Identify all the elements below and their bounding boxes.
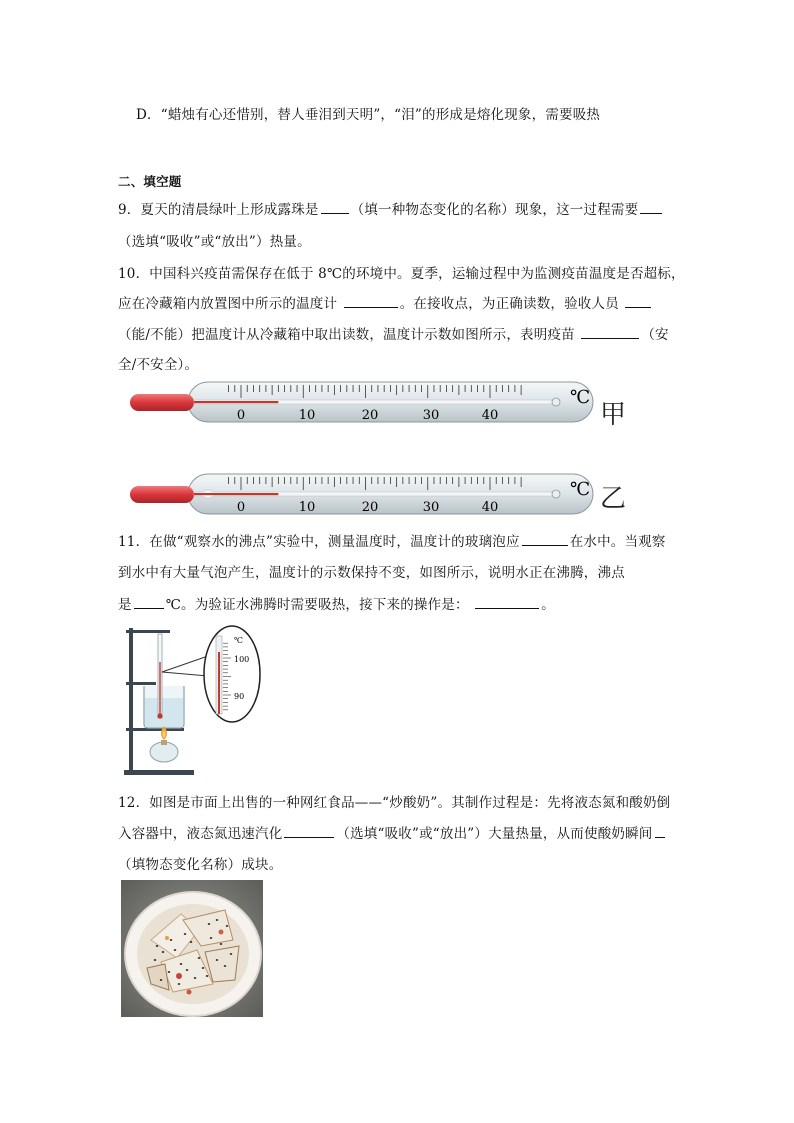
sesame-seed: [190, 941, 193, 943]
sesame-seed: [226, 925, 229, 927]
sesame-seed: [210, 937, 213, 939]
magnified-view: [204, 626, 260, 722]
stand-base: [124, 770, 194, 775]
q9-line-1: 9．夏天的清晨绿叶上形成露珠是 （填一种物态变化的名称）现象，这一过程需要: [118, 198, 664, 218]
q10-blank-3[interactable]: [581, 326, 639, 339]
sesame-seed: [220, 943, 223, 945]
q9-blank-1[interactable]: [321, 201, 349, 214]
sesame-seed: [178, 983, 181, 985]
q11-blank-1[interactable]: [522, 533, 568, 546]
q10-line-1: 10．中国科兴疫苗需保存在低于 8℃的环境中。夏季，运输过程中为监测疫苗温度是否超标，: [118, 266, 685, 282]
tick-label: 0: [236, 500, 246, 515]
tick-label: 40: [481, 408, 499, 423]
q12-blank-2[interactable]: [655, 825, 665, 838]
q12-blank-1[interactable]: [284, 825, 334, 838]
sesame-seed: [186, 969, 189, 971]
thermometer-jia: [128, 380, 598, 426]
fried-yogurt-photo: [121, 880, 263, 1017]
thermometer-yi: [128, 472, 598, 518]
q11-blank-2[interactable]: [134, 596, 164, 609]
tick-label: 0: [236, 408, 246, 423]
sesame-seed: [206, 975, 209, 977]
q10-blank-1[interactable]: [344, 295, 398, 308]
q11-line-1: 11．在做“观察水的沸点”实验中，测量温度时，温度计的玻璃泡应 在水中。当观察: [118, 534, 666, 550]
tick-label: 40: [481, 500, 499, 515]
water: [145, 698, 183, 727]
sesame-seed: [202, 967, 205, 969]
unit-label: ℃: [570, 479, 591, 500]
thermometer-label-yi: 乙: [600, 484, 627, 514]
tick-label: 20: [361, 408, 379, 423]
inset-tick-100: 100: [234, 655, 250, 664]
sesame-seed: [208, 923, 211, 925]
tick-label: 10: [298, 500, 316, 515]
inset-tick-90: 90: [234, 692, 245, 701]
q10-line-4: 全/不安全）。: [118, 357, 199, 373]
q11-line-2: 到水中有大量气泡产生，温度计的示数保持不变，如图所示，说明水正在沸腾，沸点: [118, 565, 625, 581]
sesame-seed: [170, 939, 173, 941]
q9-line-2: （选填“吸收”或“放出”）热量。: [118, 234, 311, 250]
tick-label: 10: [298, 408, 316, 423]
tick-label: 30: [422, 500, 440, 515]
inset-unit: ℃: [234, 636, 243, 645]
tick-label: 30: [422, 408, 440, 423]
liquid-column-jia: [194, 401, 278, 403]
q11-blank-3[interactable]: [475, 596, 539, 609]
sesame-seed: [162, 951, 165, 953]
sesame-seed: [160, 979, 163, 981]
q12-line-1: 12．如图是市面上出售的一种网红食品——“炒酸奶”。其制作过程是：先将液态氮和酸奶倒: [118, 795, 671, 811]
q10-line-2: 应在冷藏箱内放置图中所示的温度计 。在接收点，为正确读数，验收人员: [118, 292, 653, 312]
unit-label: ℃: [570, 387, 591, 408]
sesame-seed: [180, 963, 183, 965]
sesame-seed: [184, 933, 187, 935]
q12-line-2: 入容器中，液态氮迅速汽化 （选填“吸收”或“放出”）大量热量，从而使酸奶瞬间: [118, 822, 667, 842]
thermometer-label-jia: 甲: [600, 400, 627, 430]
sesame-seed: [198, 957, 201, 959]
tick-label: 20: [361, 500, 379, 515]
sesame-seed: [230, 953, 233, 955]
boiling-apparatus-figure: [120, 622, 270, 778]
q10-line-3: （能/不能）把温度计从冷藏箱中取出读数，温度计示数如图所示，表明疫苗 （安: [118, 327, 669, 343]
sesame-seed: [168, 971, 171, 973]
sesame-seed: [194, 977, 197, 979]
q10-blank-2[interactable]: [625, 295, 651, 308]
sesame-seed: [216, 959, 219, 961]
sesame-seed: [224, 965, 227, 967]
q11-line-3: 是 ℃。为验证水沸腾时需要吸热，接下来的操作是： 。: [118, 597, 555, 613]
option-d: D．“蜡烛有心还惜别，替人垂泪到天明”，“泪”的形成是熔化现象，需要吸热: [136, 107, 601, 123]
sesame-seed: [216, 919, 219, 921]
sesame-seed: [174, 949, 177, 951]
stand-rod: [129, 628, 133, 771]
q9-blank-2[interactable]: [640, 201, 662, 214]
section-heading: 二、填空题: [118, 174, 182, 189]
q12-line-3: （填物态变化名称）成块。: [118, 857, 283, 873]
sesame-seed: [154, 959, 157, 961]
sesame-seed: [156, 945, 159, 947]
liquid-column-yi: [194, 493, 278, 495]
